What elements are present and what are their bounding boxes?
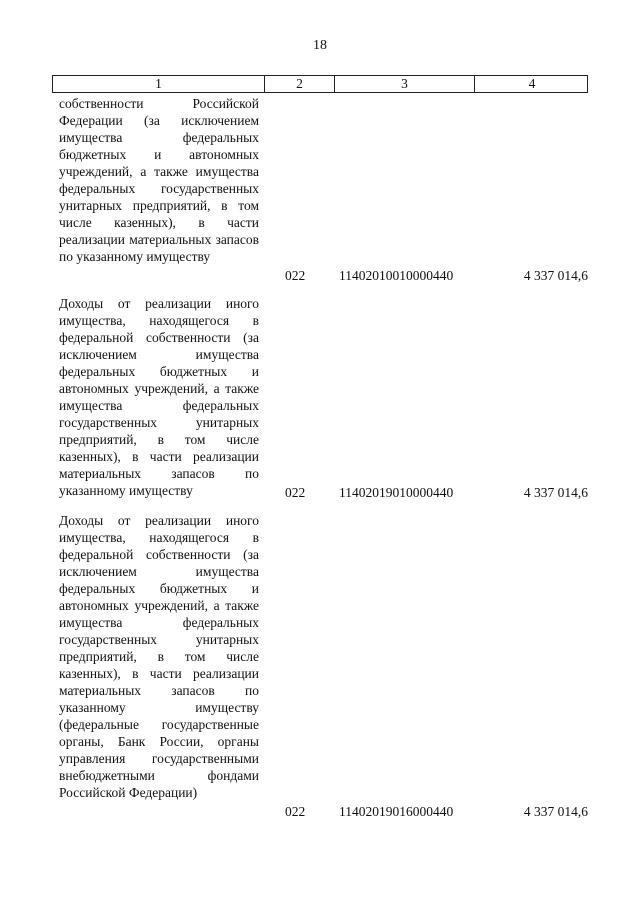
revenue-code: 11402019010000440 xyxy=(339,485,454,500)
column-header-4: 4 xyxy=(474,76,589,92)
admin-code: 022 xyxy=(285,804,306,819)
row-description: Доходы от реализации иного имущества, находящегося в федеральной собственности (за исключением имущества федеральных бюджетных и автономных учреждений, а также имущества федеральных государственных унитарных предприятий, в том числе казенных), в части реализации материальных запасов по указанному имуществу (федеральные государственные органы, Банк России, органы управления государственными внебюджетными фондами Российской Федерации) xyxy=(59,513,259,800)
amount: 4 337 014,6 xyxy=(523,485,588,500)
row-description: Доходы от реализации иного имущества, находящегося в федеральной собственности (за исключением имущества федеральных бюджетных и автономных учреждений, а также имущества федеральных государственных унитарных предприятий, в том числе казенных), в части реализации материальных запасов по указанному имуществу xyxy=(59,296,259,498)
column-header-2: 2 xyxy=(264,76,334,92)
revenue-code: 11402010010000440 xyxy=(339,268,454,283)
table-row xyxy=(52,95,588,284)
amount: 4 337 014,6 xyxy=(523,268,588,283)
amount: 4 337 014,6 xyxy=(523,804,588,819)
table-row xyxy=(52,295,588,501)
column-header-3: 3 xyxy=(334,76,474,92)
page-number: 18 xyxy=(313,38,327,53)
table-header xyxy=(52,75,588,93)
admin-code: 022 xyxy=(285,268,306,283)
revenue-code: 11402019016000440 xyxy=(339,804,454,819)
table-row xyxy=(52,512,588,820)
admin-code: 022 xyxy=(285,485,306,500)
row-description: собственности Российской Федерации (за исключением имущества федеральных бюджетных и автономных учреждений, а также имущества федеральных государственных унитарных предприятий, в том числе казенных), в части реализации материальных запасов по указанному имуществу xyxy=(59,96,259,264)
column-header-1: 1 xyxy=(155,76,162,91)
